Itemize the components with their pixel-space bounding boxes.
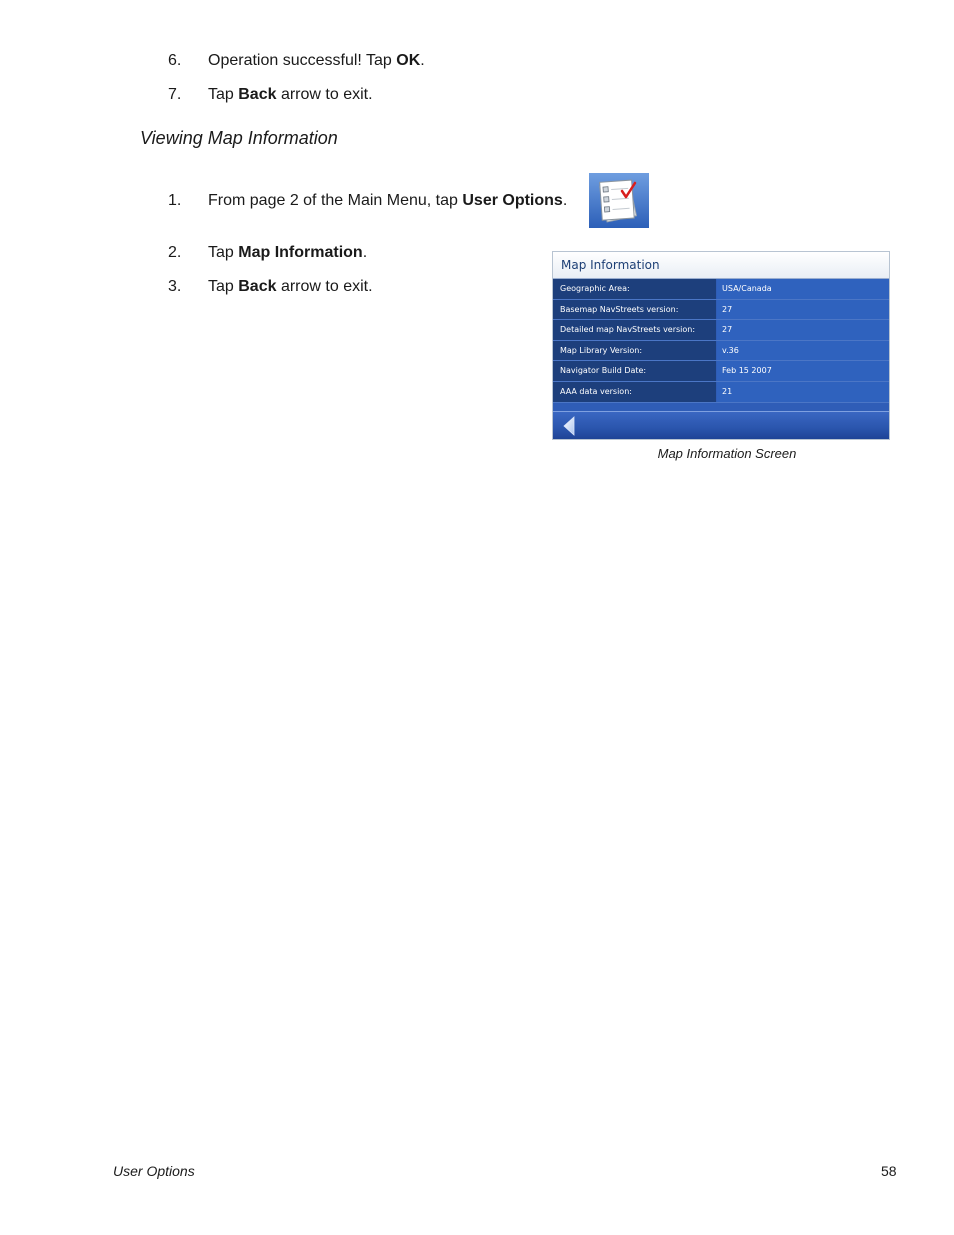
ok-keyword: OK bbox=[396, 52, 421, 69]
table-row bbox=[553, 279, 889, 300]
step-text: Tap Map Information. bbox=[208, 244, 368, 261]
user-options-icon bbox=[589, 173, 649, 228]
table-row bbox=[553, 320, 889, 341]
row-value: 21 bbox=[717, 382, 889, 402]
table-row bbox=[553, 300, 889, 321]
table-row bbox=[553, 341, 889, 362]
table-row bbox=[553, 361, 889, 382]
figure-caption: Map Information Screen bbox=[657, 446, 797, 461]
step-text: Tap Back arrow to exit. bbox=[208, 86, 373, 103]
row-label: AAA data version: bbox=[553, 382, 716, 402]
section-title: Viewing Map Information bbox=[140, 128, 338, 148]
back-keyword: Back bbox=[238, 86, 277, 103]
screen-footer bbox=[553, 411, 889, 439]
row-label: Geographic Area: bbox=[553, 279, 716, 299]
step-number: 7. bbox=[168, 86, 182, 103]
step-number: 2. bbox=[168, 244, 182, 261]
back-keyword: Back bbox=[238, 278, 277, 295]
step-number: 1. bbox=[168, 192, 182, 209]
map-information-screenshot bbox=[552, 251, 890, 440]
step-text: Tap Back arrow to exit. bbox=[208, 278, 373, 295]
row-value: Feb 15 2007 bbox=[717, 361, 889, 381]
row-value: v.36 bbox=[717, 341, 889, 361]
info-table bbox=[553, 279, 889, 403]
step-text: From page 2 of the Main Menu, tap User Options. bbox=[208, 192, 568, 209]
row-value: 27 bbox=[717, 320, 889, 340]
step-number: 3. bbox=[168, 278, 182, 295]
row-label: Map Library Version: bbox=[553, 341, 716, 361]
step-number: 6. bbox=[168, 52, 182, 69]
screen-header bbox=[553, 252, 889, 279]
back-arrow-icon[interactable] bbox=[561, 416, 579, 436]
row-value: 27 bbox=[717, 300, 889, 320]
row-value: USA/Canada bbox=[717, 279, 889, 299]
table-row bbox=[553, 382, 889, 403]
row-label: Basemap NavStreets version: bbox=[553, 300, 716, 320]
screen-title: Map Information bbox=[561, 258, 660, 272]
page-number: 58 bbox=[881, 1163, 897, 1179]
step-text: Operation successful! Tap OK. bbox=[208, 52, 425, 69]
row-label: Detailed map NavStreets version: bbox=[553, 320, 716, 340]
map-information-keyword: Map Information bbox=[238, 244, 363, 261]
user-options-keyword: User Options bbox=[462, 192, 563, 209]
footer-section-name: User Options bbox=[113, 1163, 195, 1179]
row-label: Navigator Build Date: bbox=[553, 361, 716, 381]
